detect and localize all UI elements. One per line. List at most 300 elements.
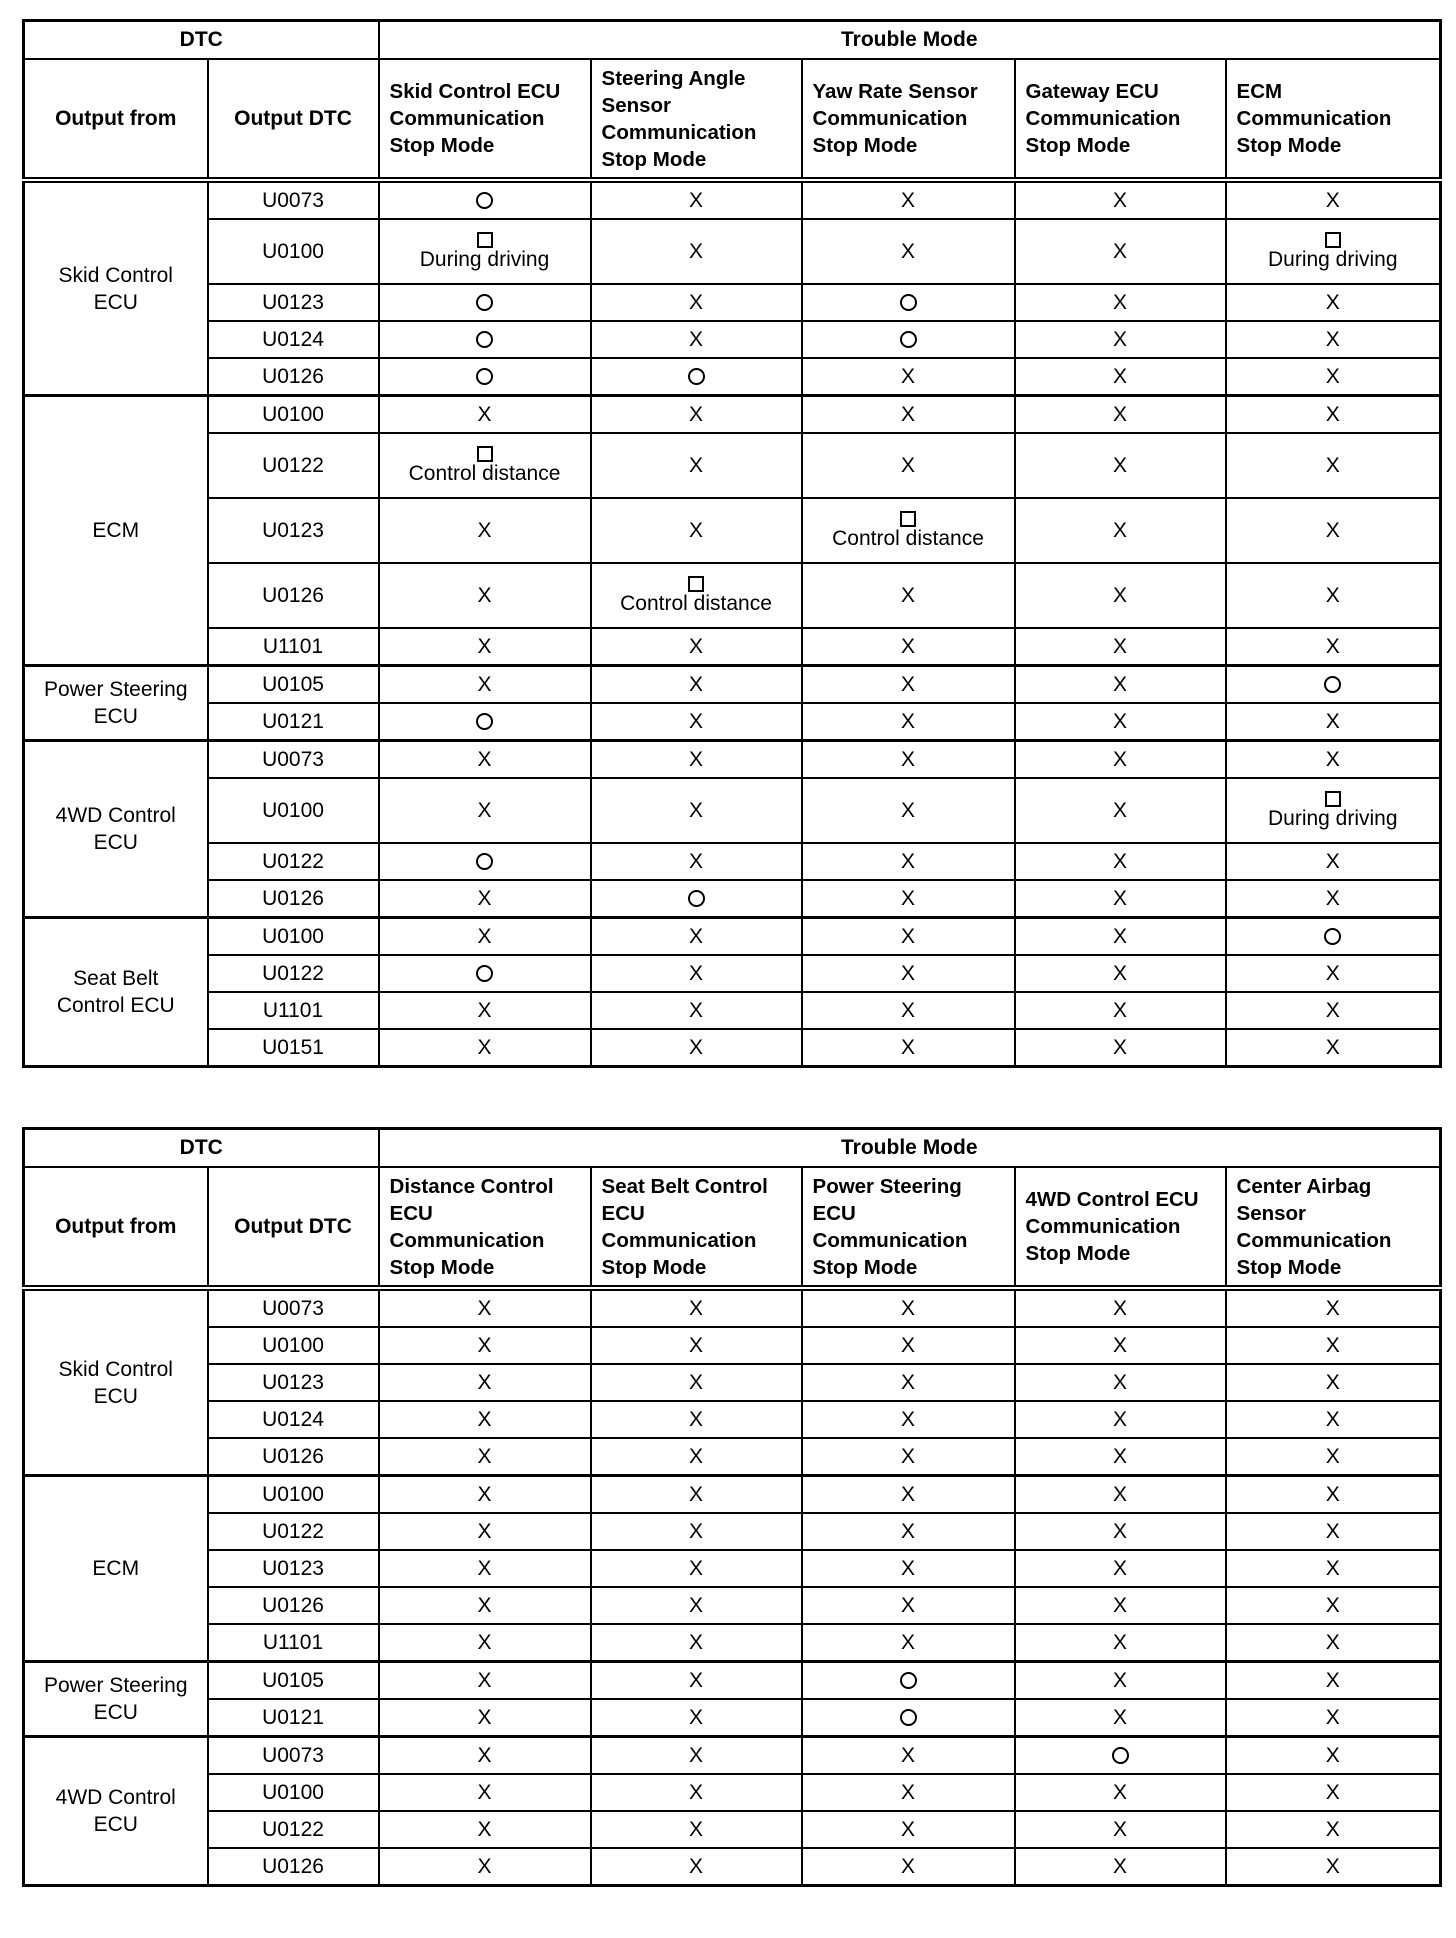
output-dtc-cell: U0122 <box>208 1811 379 1848</box>
mode-header-line: Stop Mode <box>601 147 707 171</box>
output-dtc-cell: U0126 <box>208 563 379 628</box>
trouble-mode-cell <box>802 955 1015 992</box>
cross-mark: X <box>1325 634 1340 658</box>
cross-mark: X <box>689 518 704 542</box>
circle-icon <box>476 331 493 348</box>
cross-mark: X <box>1325 453 1340 477</box>
cross-mark: X <box>689 290 704 314</box>
trouble-mode-cell <box>591 1029 802 1067</box>
cross-mark: X <box>901 364 916 388</box>
cross-mark: X <box>901 709 916 733</box>
condition-note: Control distance <box>832 526 984 550</box>
cross-mark: X <box>477 1333 492 1357</box>
dtc-trouble-mode-table-1 <box>22 19 1442 1068</box>
table-row <box>24 396 1441 434</box>
trouble-mode-cell <box>1015 1737 1226 1775</box>
cross-mark: X <box>477 924 492 948</box>
cross-mark: X <box>477 1407 492 1431</box>
trouble-mode-cell <box>802 1699 1015 1737</box>
trouble-mode-cell <box>1015 1401 1226 1438</box>
trouble-mode-cell <box>1226 880 1441 918</box>
cross-mark: X <box>1113 1519 1128 1543</box>
mode-header-line: ECU <box>601 1201 645 1225</box>
cross-mark: X <box>1113 1035 1128 1059</box>
condition-note: Control distance <box>620 591 772 615</box>
trouble-mode-cell <box>1015 563 1226 628</box>
trouble-mode-cell <box>802 1029 1015 1067</box>
mode-header-line: Communication <box>389 1228 545 1252</box>
output-from-line: Power Steering <box>43 678 188 701</box>
output-dtc-cell: U0151 <box>208 1029 379 1067</box>
output-dtc-cell: U0122 <box>208 955 379 992</box>
trouble-mode-cell <box>591 1774 802 1811</box>
cross-mark: X <box>689 747 704 771</box>
cross-mark: X <box>1325 709 1340 733</box>
mode-header-line: Stop Mode <box>1236 134 1342 157</box>
cross-mark: X <box>477 1370 492 1394</box>
cross-mark: X <box>689 1705 704 1729</box>
trouble-mode-cell <box>379 1288 591 1327</box>
cross-mark: X <box>901 1296 916 1320</box>
dtc-header: DTC <box>24 1129 379 1168</box>
cross-mark: X <box>1113 1668 1128 1692</box>
cross-mark: X <box>901 1854 916 1878</box>
output-dtc-cell: U0123 <box>208 1364 379 1401</box>
cross-mark: X <box>1113 961 1128 985</box>
circle-icon <box>688 368 705 385</box>
table-row <box>24 1476 1441 1514</box>
trouble-mode-cell <box>591 1476 802 1514</box>
circle-icon <box>900 1709 917 1726</box>
trouble-mode-cell <box>591 498 802 563</box>
trouble-mode-cell <box>1015 1699 1226 1737</box>
trouble-mode-cell <box>1226 1550 1441 1587</box>
trouble-mode-cell <box>379 1811 591 1848</box>
output-dtc-header: Output DTC <box>208 59 379 180</box>
trouble-mode-cell <box>802 1624 1015 1662</box>
cross-mark: X <box>1113 239 1128 263</box>
mode-header-line: Seat Belt Control <box>601 1174 768 1198</box>
output-from-cell <box>24 180 208 396</box>
trouble-mode-cell <box>802 1848 1015 1886</box>
cross-mark: X <box>689 1854 704 1878</box>
condition-note: During driving <box>1267 247 1398 271</box>
circle-icon <box>1324 676 1341 693</box>
trouble-mode-cell <box>591 628 802 666</box>
table-row <box>24 992 1441 1029</box>
cross-mark: X <box>477 747 492 771</box>
circle-icon <box>900 1672 917 1689</box>
output-from-header: Output from <box>24 1167 208 1288</box>
trouble-mode-cell <box>591 992 802 1029</box>
cross-mark: X <box>901 583 916 607</box>
trouble-mode-cell <box>802 918 1015 956</box>
trouble-mode-cell <box>1015 1662 1226 1700</box>
mode-header-line: Communication <box>389 107 545 130</box>
cross-mark: X <box>477 1444 492 1468</box>
trouble-mode-cell <box>379 628 591 666</box>
cross-mark: X <box>477 1482 492 1506</box>
table-row <box>24 433 1441 498</box>
mode-column-header <box>802 59 1015 180</box>
mode-header-line: Gateway ECU <box>1025 80 1159 103</box>
trouble-mode-cell <box>591 1288 802 1327</box>
cross-mark: X <box>689 1370 704 1394</box>
output-dtc-cell: U0121 <box>208 703 379 741</box>
mode-header-line: Stop Mode <box>389 1255 495 1279</box>
trouble-mode-cell <box>379 778 591 843</box>
trouble-mode-cell <box>591 778 802 843</box>
trouble-mode-cell <box>802 778 1015 843</box>
trouble-mode-cell <box>379 498 591 563</box>
table-row <box>24 1624 1441 1662</box>
cross-mark: X <box>689 1035 704 1059</box>
table-row <box>24 1438 1441 1476</box>
cross-mark: X <box>477 1780 492 1804</box>
trouble-mode-cell <box>379 1699 591 1737</box>
trouble-mode-cell <box>379 1848 591 1886</box>
cross-mark: X <box>477 1035 492 1059</box>
trouble-mode-header: Trouble Mode <box>379 21 1441 60</box>
cross-mark: X <box>901 672 916 696</box>
output-from-line: ECU <box>93 831 138 854</box>
output-dtc-cell: U0073 <box>208 1737 379 1775</box>
cross-mark: X <box>689 1780 704 1804</box>
cross-mark: X <box>477 1296 492 1320</box>
mode-column-header <box>591 1167 802 1288</box>
trouble-mode-cell <box>1226 741 1441 779</box>
mode-header-line: Center Airbag <box>1236 1174 1372 1198</box>
condition-note: During driving <box>419 247 550 271</box>
cross-mark: X <box>901 1593 916 1617</box>
table-row <box>24 703 1441 741</box>
trouble-mode-cell <box>591 219 802 284</box>
trouble-mode-cell <box>379 918 591 956</box>
cross-mark: X <box>1325 1035 1340 1059</box>
cross-mark: X <box>901 1817 916 1841</box>
cross-mark: X <box>689 798 704 822</box>
output-dtc-cell: U0123 <box>208 284 379 321</box>
header-row-group <box>24 21 1441 60</box>
trouble-mode-cell <box>1015 1774 1226 1811</box>
cross-mark: X <box>477 1743 492 1767</box>
output-dtc-cell: U0121 <box>208 1699 379 1737</box>
circle-icon <box>476 965 493 982</box>
cross-mark: X <box>1325 188 1340 212</box>
trouble-mode-cell <box>802 880 1015 918</box>
trouble-mode-cell <box>591 666 802 704</box>
cross-mark: X <box>689 849 704 873</box>
trouble-mode-cell <box>1226 1737 1441 1775</box>
output-from-line: Skid Control <box>58 263 173 287</box>
cross-mark: X <box>1113 1705 1128 1729</box>
output-from-line: Power Steering <box>43 1674 188 1697</box>
table-row <box>24 1288 1441 1327</box>
cross-mark: X <box>901 1035 916 1059</box>
output-from-line: ECM <box>92 519 140 542</box>
cross-mark: X <box>1325 1668 1340 1692</box>
trouble-mode-cell <box>379 1513 591 1550</box>
trouble-mode-cell <box>1226 1811 1441 1848</box>
trouble-mode-cell <box>591 1513 802 1550</box>
cross-mark: X <box>1325 1444 1340 1468</box>
cross-mark: X <box>689 453 704 477</box>
trouble-mode-cell <box>591 1327 802 1364</box>
cross-mark: X <box>901 798 916 822</box>
trouble-mode-cell <box>1015 1848 1226 1886</box>
trouble-mode-cell <box>1015 1513 1226 1550</box>
mode-column-header <box>1015 1167 1226 1288</box>
cross-mark: X <box>1325 961 1340 985</box>
cross-mark: X <box>1113 849 1128 873</box>
cross-mark: X <box>477 798 492 822</box>
trouble-mode-cell <box>1226 563 1441 628</box>
trouble-mode-cell <box>591 1624 802 1662</box>
table-row <box>24 1364 1441 1401</box>
mode-header-line: Communication <box>1025 1215 1181 1238</box>
trouble-mode-cell <box>591 880 802 918</box>
output-from-cell <box>24 666 208 741</box>
cross-mark: X <box>901 998 916 1022</box>
trouble-mode-cell <box>591 843 802 880</box>
output-dtc-cell: U0126 <box>208 1848 379 1886</box>
table-row <box>24 1699 1441 1737</box>
trouble-mode-cell <box>591 321 802 358</box>
output-dtc-cell: U0123 <box>208 1550 379 1587</box>
trouble-mode-cell <box>1015 628 1226 666</box>
trouble-mode-cell <box>802 666 1015 704</box>
trouble-mode-cell <box>1015 666 1226 704</box>
mode-header-line: Yaw Rate Sensor <box>812 80 978 103</box>
cross-mark: X <box>1113 1370 1128 1394</box>
output-from-line: Skid Control <box>58 1357 173 1381</box>
trouble-mode-cell <box>802 1438 1015 1476</box>
cross-mark: X <box>1113 1333 1128 1357</box>
output-from-line: 4WD Control <box>55 1786 176 1809</box>
output-dtc-header: Output DTC <box>208 1167 379 1288</box>
trouble-mode-cell <box>802 628 1015 666</box>
condition-note: Control distance <box>408 461 561 485</box>
cross-mark: X <box>901 1780 916 1804</box>
trouble-mode-cell <box>1015 1811 1226 1848</box>
cross-mark: X <box>689 402 704 426</box>
trouble-mode-cell <box>1015 955 1226 992</box>
trouble-mode-cell <box>379 284 591 321</box>
trouble-mode-cell <box>1015 1438 1226 1476</box>
cross-mark: X <box>1325 1780 1340 1804</box>
trouble-mode-cell <box>1015 1550 1226 1587</box>
cross-mark: X <box>1325 1407 1340 1431</box>
mode-column-header <box>1226 1167 1441 1288</box>
table-row <box>24 498 1441 563</box>
trouble-mode-cell <box>1226 666 1441 704</box>
trouble-mode-cell <box>379 1476 591 1514</box>
trouble-mode-cell <box>379 843 591 880</box>
trouble-mode-cell <box>379 219 591 284</box>
trouble-mode-cell <box>802 1513 1015 1550</box>
trouble-mode-cell <box>591 284 802 321</box>
output-dtc-cell: U0105 <box>208 1662 379 1700</box>
trouble-mode-cell <box>591 741 802 779</box>
trouble-mode-cell <box>379 1624 591 1662</box>
trouble-mode-cell <box>1226 628 1441 666</box>
cross-mark: X <box>1325 327 1340 351</box>
cross-mark: X <box>1325 1593 1340 1617</box>
mode-header-line: Communication <box>1236 107 1392 130</box>
trouble-mode-cell <box>1226 992 1441 1029</box>
trouble-mode-cell <box>1226 219 1441 284</box>
trouble-mode-cell <box>802 1364 1015 1401</box>
cross-mark: X <box>1113 583 1128 607</box>
cross-mark: X <box>901 188 916 212</box>
output-dtc-cell: U0123 <box>208 498 379 563</box>
cross-mark: X <box>901 239 916 263</box>
trouble-mode-cell <box>379 563 591 628</box>
cross-mark: X <box>689 998 704 1022</box>
trouble-mode-cell <box>591 433 802 498</box>
trouble-mode-cell <box>1226 1662 1441 1700</box>
conditional-cell <box>803 511 1014 551</box>
cross-mark: X <box>689 1817 704 1841</box>
table-row <box>24 880 1441 918</box>
cross-mark: X <box>901 1333 916 1357</box>
cross-mark: X <box>689 1407 704 1431</box>
output-dtc-cell: U0100 <box>208 219 379 284</box>
cross-mark: X <box>689 1630 704 1654</box>
table-row <box>24 1811 1441 1848</box>
cross-mark: X <box>1113 1407 1128 1431</box>
table-row <box>24 918 1441 956</box>
trouble-mode-cell <box>1015 321 1226 358</box>
cross-mark: X <box>1113 188 1128 212</box>
trouble-mode-cell <box>1015 1624 1226 1662</box>
cross-mark: X <box>1325 747 1340 771</box>
output-from-cell <box>24 1476 208 1662</box>
output-dtc-cell: U1101 <box>208 1624 379 1662</box>
cross-mark: X <box>689 924 704 948</box>
circle-icon <box>1112 1747 1129 1764</box>
header-row-columns <box>24 59 1441 180</box>
output-dtc-cell: U0100 <box>208 1774 379 1811</box>
trouble-mode-cell <box>1226 321 1441 358</box>
trouble-mode-cell <box>379 1774 591 1811</box>
square-icon <box>477 446 493 462</box>
mode-column-header <box>1015 59 1226 180</box>
dtc-trouble-mode-table-2 <box>22 1127 1442 1887</box>
cross-mark: X <box>901 1630 916 1654</box>
cross-mark: X <box>1113 1630 1128 1654</box>
cross-mark: X <box>901 1556 916 1580</box>
cross-mark: X <box>1113 518 1128 542</box>
trouble-mode-cell <box>379 180 591 219</box>
trouble-mode-cell <box>802 396 1015 434</box>
cross-mark: X <box>477 1854 492 1878</box>
trouble-mode-cell <box>591 1848 802 1886</box>
trouble-mode-cell <box>591 1737 802 1775</box>
cross-mark: X <box>1325 849 1340 873</box>
cross-mark: X <box>901 634 916 658</box>
mode-header-line: 4WD Control ECU <box>1025 1188 1199 1211</box>
cross-mark: X <box>1325 1743 1340 1767</box>
mode-column-header <box>802 1167 1015 1288</box>
mode-header-line: Stop Mode <box>812 1255 918 1279</box>
trouble-mode-cell <box>1015 498 1226 563</box>
mode-header-line: Distance Control <box>389 1174 554 1198</box>
output-from-cell <box>24 396 208 666</box>
circle-icon <box>1324 928 1341 945</box>
cross-mark: X <box>1113 290 1128 314</box>
cross-mark: X <box>689 1593 704 1617</box>
square-icon <box>900 511 916 527</box>
mode-column-header <box>379 1167 591 1288</box>
trouble-mode-cell <box>591 1811 802 1848</box>
trouble-mode-cell <box>1015 396 1226 434</box>
trouble-mode-cell <box>802 1737 1015 1775</box>
cross-mark: X <box>901 1444 916 1468</box>
cross-mark: X <box>1113 798 1128 822</box>
trouble-mode-cell <box>1015 741 1226 779</box>
cross-mark: X <box>477 998 492 1022</box>
table-row <box>24 1774 1441 1811</box>
trouble-mode-cell <box>591 180 802 219</box>
output-dtc-cell: U0124 <box>208 1401 379 1438</box>
cross-mark: X <box>477 1705 492 1729</box>
trouble-mode-cell <box>802 1587 1015 1624</box>
mode-header-line: Sensor <box>1236 1201 1307 1225</box>
cross-mark: X <box>689 961 704 985</box>
trouble-mode-cell <box>802 992 1015 1029</box>
table-row <box>24 955 1441 992</box>
output-dtc-cell: U0100 <box>208 918 379 956</box>
trouble-mode-cell <box>1226 1587 1441 1624</box>
cross-mark: X <box>477 1668 492 1692</box>
cross-mark: X <box>1325 1630 1340 1654</box>
cross-mark: X <box>477 1817 492 1841</box>
cross-mark: X <box>1113 1296 1128 1320</box>
trouble-mode-cell <box>379 1364 591 1401</box>
table-row <box>24 628 1441 666</box>
trouble-mode-cell <box>1015 1288 1226 1327</box>
cross-mark: X <box>1113 1482 1128 1506</box>
cross-mark: X <box>901 1370 916 1394</box>
circle-icon <box>476 713 493 730</box>
trouble-mode-cell <box>379 1587 591 1624</box>
trouble-mode-cell <box>802 433 1015 498</box>
cross-mark: X <box>901 961 916 985</box>
cross-mark: X <box>1113 924 1128 948</box>
circle-icon <box>688 890 705 907</box>
trouble-mode-cell <box>1015 433 1226 498</box>
trouble-mode-cell <box>1015 1029 1226 1067</box>
trouble-mode-cell <box>1226 1848 1441 1886</box>
trouble-mode-cell <box>802 1550 1015 1587</box>
table-row <box>24 563 1441 628</box>
trouble-mode-cell <box>1015 219 1226 284</box>
output-dtc-cell: U0126 <box>208 1438 379 1476</box>
cross-mark: X <box>477 634 492 658</box>
cross-mark: X <box>1113 1780 1128 1804</box>
trouble-mode-cell <box>1015 284 1226 321</box>
output-dtc-cell: U0073 <box>208 741 379 779</box>
cross-mark: X <box>1113 886 1128 910</box>
cross-mark: X <box>901 402 916 426</box>
circle-icon <box>476 294 493 311</box>
output-dtc-cell: U0122 <box>208 433 379 498</box>
trouble-mode-cell <box>1226 1476 1441 1514</box>
cross-mark: X <box>1113 453 1128 477</box>
trouble-mode-cell <box>591 563 802 628</box>
cross-mark: X <box>689 239 704 263</box>
